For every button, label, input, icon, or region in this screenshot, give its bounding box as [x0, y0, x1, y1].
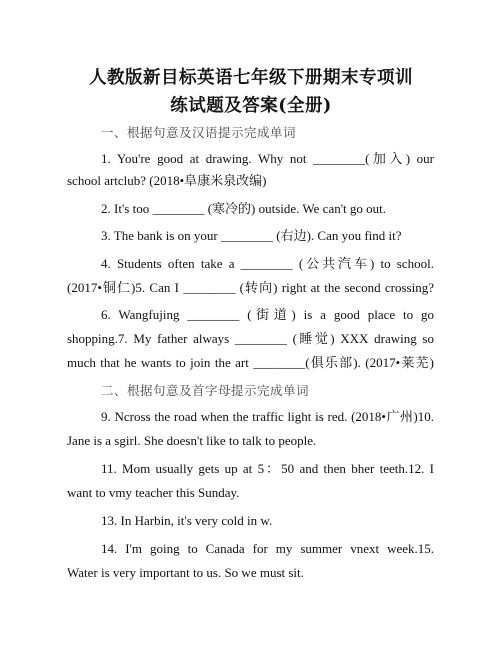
exercise-line: 3. The bank is on your ________ (右边). Can you find it? — [101, 228, 402, 243]
exercise-line: 14. I'm going to Canada for my summer vnext week.15. — [101, 541, 434, 556]
exercise-line: (2017•铜仁)5. Can I ________ (转向) right at the second crossing? — [67, 280, 434, 295]
exercise-line: want to vmy teacher this Sunday. — [67, 485, 240, 500]
document-title-line-2: 练试题及答案(全册) — [170, 96, 332, 116]
exercise-line: 6. Wangfujing ________ (街道) is a good place to go — [101, 307, 434, 322]
document-title-line-1: 人教版新目标英语七年级下册期末专项训 — [89, 68, 413, 88]
exercise-line: 13. In Harbin, it's very cold in w. — [101, 513, 273, 528]
exercise-line: Jane is a sgirl. She doesn't like to talk to people. — [67, 433, 317, 448]
section-heading-1: 一、根据句意及汉语提示完成单词 — [101, 125, 297, 140]
exercise-line: 9. Ncross the road when the traffic light is red. (2018•广州)10. — [101, 409, 434, 424]
exercise-line: 11. Mom usually gets up at 5：50 and then bher teeth.12. I — [101, 461, 434, 476]
exercise-line: Water is very important to us. So we must sit. — [67, 565, 304, 580]
exercise-line: 4. Students often take a ________ (公共汽车) to school. — [101, 256, 434, 271]
exercise-line: 1. You're good at drawing. Why not ________(加入) our — [101, 151, 434, 166]
exercise-line: shopping.7. My father always ________ (睡觉) XXX drawing so — [67, 331, 434, 346]
exercise-line: much that he wants to join the art ________(俱乐部). (2017•莱芜) — [67, 355, 434, 370]
exercise-line: school artclub? (2018•阜康米泉改编) — [67, 173, 267, 188]
section-heading-2: 二、根据句意及首字母提示完成单词 — [101, 383, 310, 398]
exercise-line: 2. It's too ________ (寒冷的) outside. We can't go out. — [101, 201, 387, 216]
